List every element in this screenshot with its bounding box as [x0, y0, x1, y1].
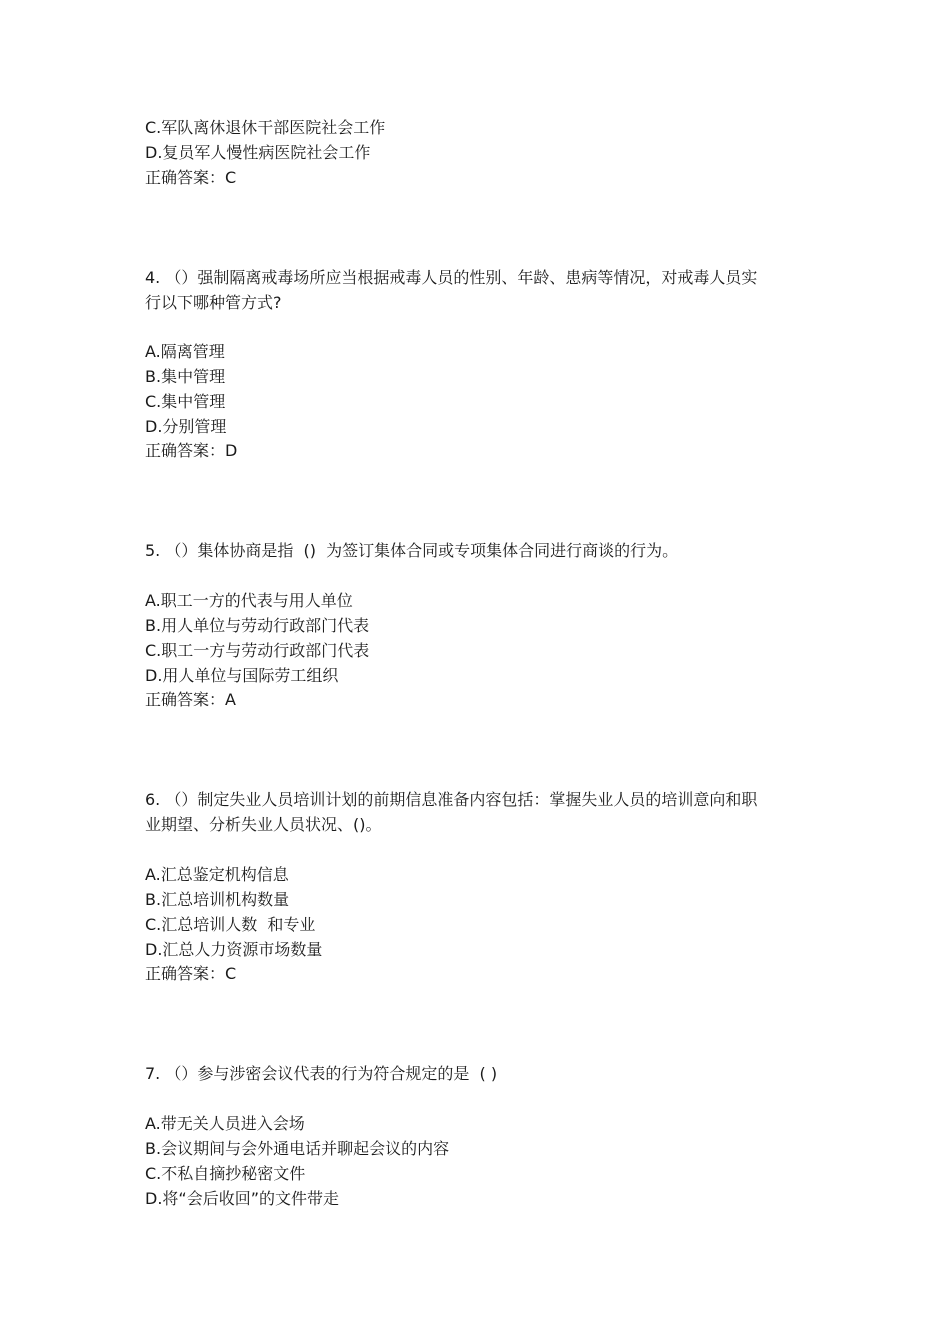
q7-stem-line-1: 7. （）参与涉密会议代表的行为符合规定的是 ( ): [145, 1064, 498, 1083]
prev-answer: 正确答案：C: [145, 168, 237, 187]
q4-option-c: C.集中管理: [145, 392, 226, 411]
q5-option-c: C.职工一方与劳动行政部门代表: [145, 641, 370, 660]
q5-answer: 正确答案：A: [145, 690, 236, 709]
prev-option-c: C.军队离休退休干部医院社会工作: [145, 118, 386, 137]
q4-stem-line-2: 行以下哪种管方式?: [145, 293, 282, 312]
q7-option-c: C.不私自摘抄秘密文件: [145, 1164, 306, 1183]
q5-option-b: B.用人单位与劳动行政部门代表: [145, 616, 370, 635]
q7-option-a: A.带无关人员进入会场: [145, 1114, 305, 1133]
q7-option-b: B.会议期间与会外通电话并聊起会议的内容: [145, 1139, 450, 1158]
q5-option-d: D.用人单位与国际劳工组织: [145, 666, 339, 685]
q5-option-a: A.职工一方的代表与用人单位: [145, 591, 353, 610]
q6-option-a: A.汇总鉴定机构信息: [145, 865, 289, 884]
q6-answer: 正确答案：C: [145, 964, 237, 983]
prev-option-d: D.复员军人慢性病医院社会工作: [145, 143, 371, 162]
q4-stem-line-1: 4. （）强制隔离戒毒场所应当根据戒毒人员的性别、年龄、患病等情况，对戒毒人员实: [145, 268, 758, 287]
q6-option-b: B.汇总培训机构数量: [145, 890, 290, 909]
q5-stem-line-1: 5. （）集体协商是指 () 为签订集体合同或专项集体合同进行商谈的行为。: [145, 541, 679, 560]
q6-option-c: C.汇总培训人数 和专业: [145, 915, 316, 934]
q4-option-b: B.集中管理: [145, 367, 226, 386]
q4-option-d: D.分别管理: [145, 417, 227, 436]
q6-stem-line-2: 业期望、分析失业人员状况、()。: [145, 815, 382, 834]
q4-answer: 正确答案：D: [145, 441, 238, 460]
q6-option-d: D.汇总人力资源市场数量: [145, 940, 323, 959]
q4-option-a: A.隔离管理: [145, 342, 225, 361]
q6-stem-line-1: 6. （）制定失业人员培训计划的前期信息准备内容包括：掌握失业人员的培训意向和职: [145, 790, 758, 809]
q7-option-d: D.将“会后收回”的文件带走: [145, 1189, 339, 1208]
